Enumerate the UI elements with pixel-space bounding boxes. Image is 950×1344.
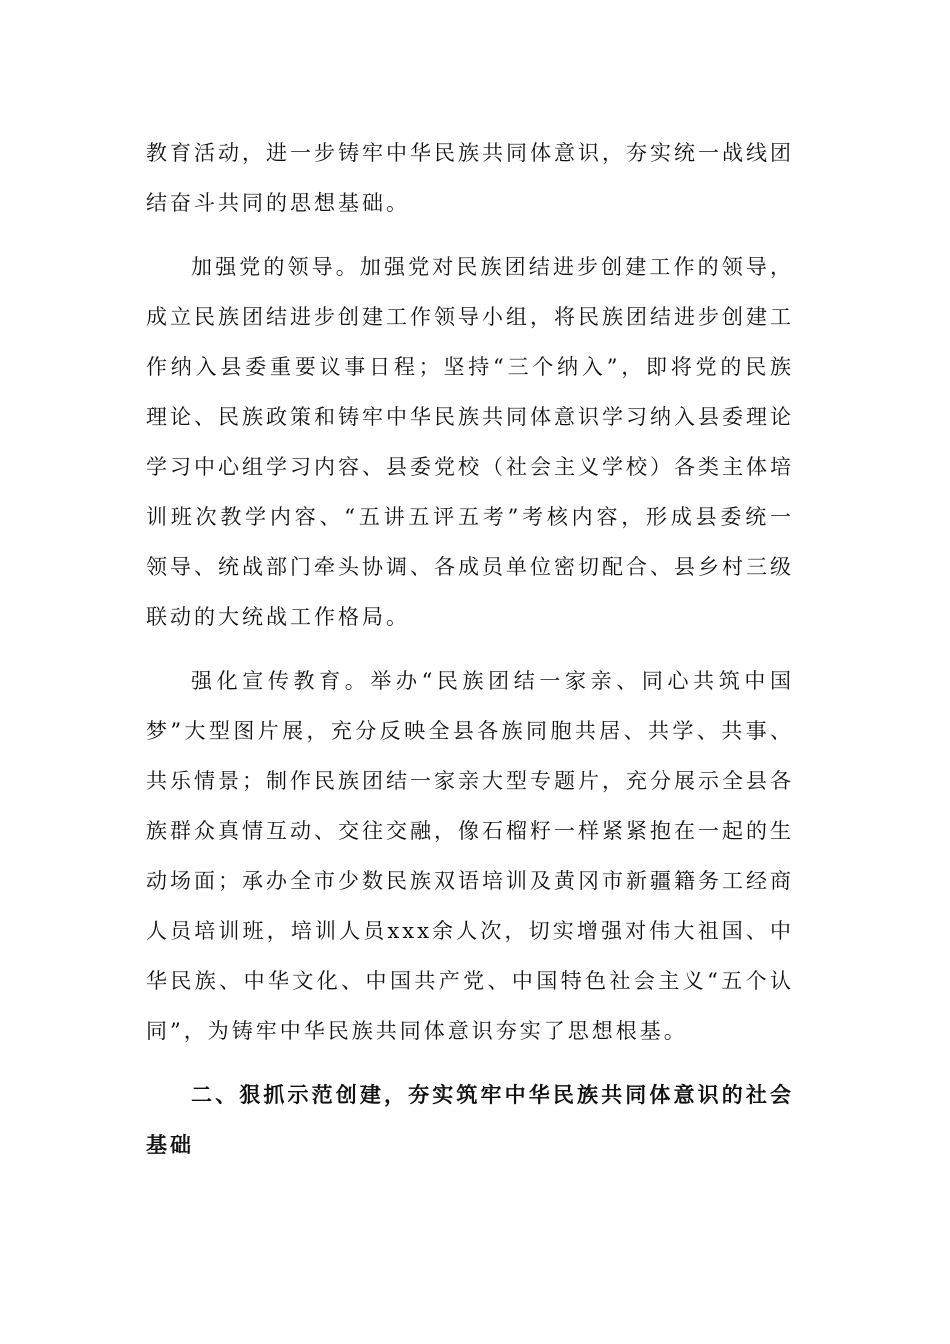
paragraph-gap <box>146 1056 794 1070</box>
paragraph-gap <box>146 228 794 242</box>
paragraph-publicity-education: 强化宣传教育。举办“民族团结一家亲、同心共筑中国梦”大型图片展，充分反映全县各族同胞共居、共学、共事、共乐情景；制作民族团结一家亲大型专题片，充分展示全县各族群众真情互动、交往交融，像石榴籽一样紧紧抱在一起的生动场面；承办全市少数民族双语培训及黄冈市新疆籍务工经商人员培训班，培训人员xxx余人次，切实增强对伟大祖国、中华民族、中华文化、中国共产党、中国特色社会主义“五个认同”，为铸牢中华民族共同体意识夯实了思想根基。 <box>146 669 794 1043</box>
paragraph-party-leadership: 加强党的领导。加强党对民族团结进步创建工作的领导，成立民族团结进步创建工作领导小组，将民族团结进步创建工作纳入县委重要议事日程；坚持“三个纳入”，即将党的民族理论、民族政策和铸牢中华民族共同体意识学习纳入县委理论学习中心组学习内容、县委党校（社会主义学校）各类主体培训班次教学内容、“五讲五评五考”考核内容，形成县委统一领导、统战部门牵头协调、各成员单位密切配合、县乡村三级联动的大统战工作格局。 <box>146 255 794 629</box>
section-heading: 二、狠抓示范创建，夯实筑牢中华民族共同体意识的社会基础 <box>146 1083 794 1157</box>
paragraph-gap <box>146 642 794 656</box>
document-body <box>146 128 794 1170</box>
paragraph-continuation: 教育活动，进一步铸牢中华民族共同体意识，夯实统一战线团结奋斗共同的思想基础。 <box>146 141 794 215</box>
